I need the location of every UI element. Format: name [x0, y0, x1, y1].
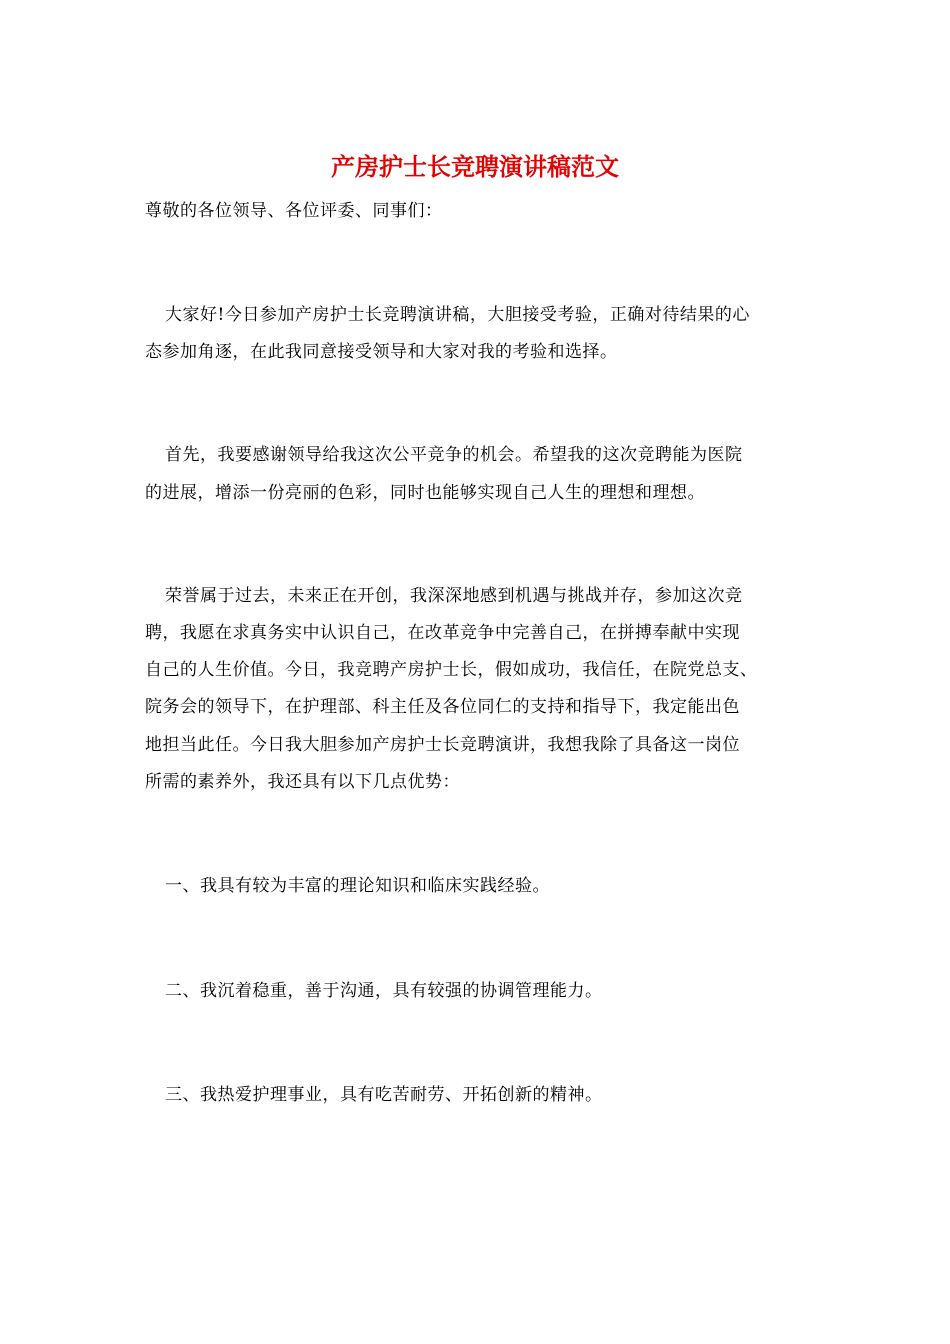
- paragraph-3-line-6: 所需的素养外，我还具有以下几点优势：: [145, 772, 460, 792]
- paragraph-3-line-3: 自己的人生价值。今日，我竞聘产房护士长，假如成功，我信任，在院党总支、: [145, 660, 758, 680]
- paragraph-1-line-2: 态参加角逐，在此我同意接受领导和大家对我的考验和选择。: [145, 342, 618, 362]
- paragraph-3-line-1: 荣誉属于过去，未来正在开创，我深深地感到机遇与挑战并存，参加这次竞: [165, 586, 743, 606]
- paragraph-2-line-1: 首先，我要感谢领导给我这次公平竞争的机会。希望我的这次竞聘能为医院: [165, 445, 743, 465]
- paragraph-3-line-4: 院务会的领导下，在护理部、科主任及各位同仁的支持和指导下，我定能出色: [145, 697, 740, 717]
- point-1: 一、我具有较为丰富的理论知识和临床实践经验。: [165, 876, 550, 896]
- document-title: 产房护士长竞聘演讲稿范文: [331, 152, 619, 181]
- paragraph-2-line-2: 的进展，增添一份亮丽的色彩，同时也能够实现自己人生的理想和理想。: [145, 483, 705, 503]
- point-2: 二、我沉着稳重，善于沟通，具有较强的协调管理能力。: [165, 981, 603, 1001]
- paragraph-3-line-5: 地担当此任。今日我大胆参加产房护士长竞聘演讲，我想我除了具备这一岗位: [145, 735, 740, 755]
- salutation: 尊敬的各位领导、各位评委、同事们：: [145, 201, 443, 221]
- point-3: 三、我热爱护理事业，具有吃苦耐劳、开拓创新的精神。: [165, 1085, 603, 1105]
- paragraph-3-line-2: 聘，我愿在求真务实中认识自己，在改革竞争中完善自己，在拼搏奉献中实现: [145, 623, 740, 643]
- paragraph-1-line-1: 大家好!今日参加产房护士长竞聘演讲稿，大胆接受考验，正确对待结果的心: [165, 305, 750, 325]
